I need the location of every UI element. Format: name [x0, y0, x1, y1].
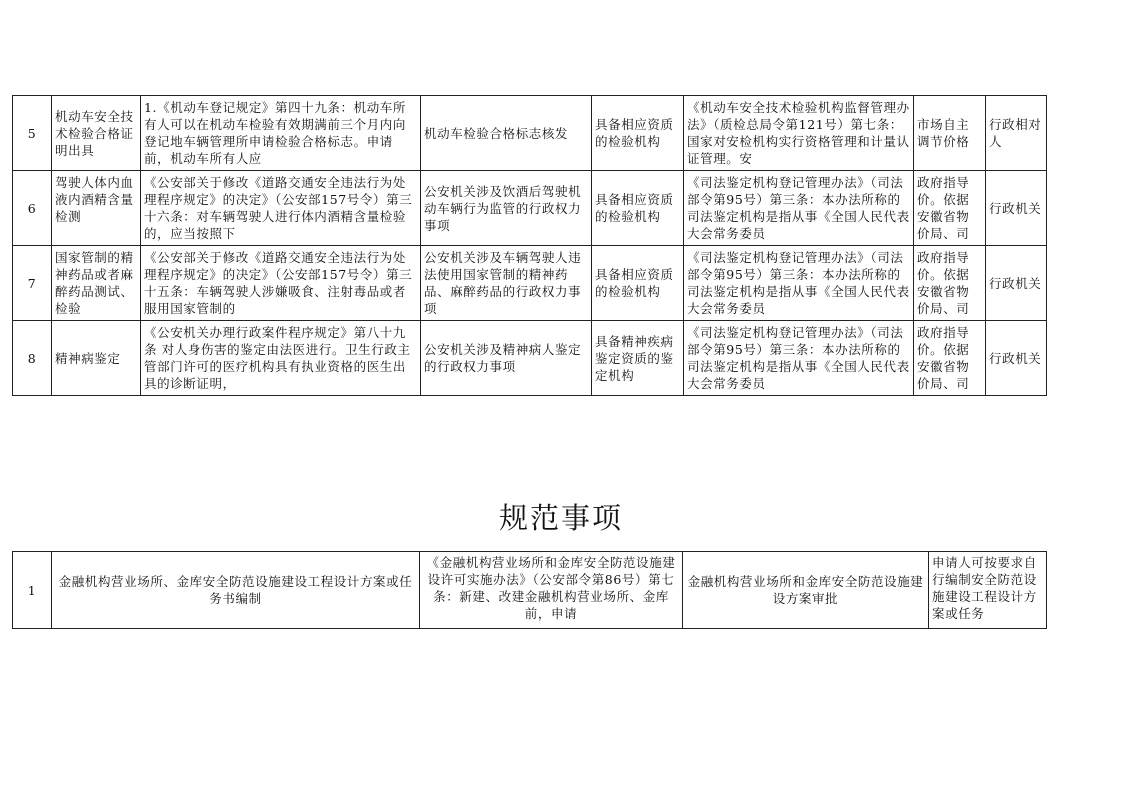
related-matter: 公安机关涉及饮酒后驾驶机动车辆行为监管的行政权力事项: [421, 171, 592, 246]
regulation-basis: 《司法鉴定机构登记管理办法》（司法部令第95号）第三条：本办法所称的司法鉴定机构是指从事《全国人民代表大会常务委员: [684, 321, 914, 396]
related-matter: 公安机关涉及精神病人鉴定的行政权力事项: [421, 321, 592, 396]
table-row: [13, 96, 1047, 171]
legal-basis: 1.《机动车登记规定》第四十九条：机动车所有人可以在机动车检验有效期满前三个月内向登记地车辆管理所申请检验合格标志。申请前，机动车所有人应: [141, 96, 421, 171]
row-number: 5: [13, 96, 52, 171]
related-matter: 公安机关涉及车辆驾驶人违法使用国家管制的精神药品、麻醉药品的行政权力事项: [421, 246, 592, 321]
provider-condition: 具备相应资质的检验机构: [592, 171, 684, 246]
item-name: 金融机构营业场所、金库安全防范设施建设工程设计方案或任务书编制: [52, 552, 420, 629]
provider-condition: 具备精神疾病鉴定资质的鉴定机构: [592, 321, 684, 396]
standard-items-table: [12, 551, 1047, 629]
provider-condition: 具备相应资质的检验机构: [592, 96, 684, 171]
provider-condition: 具备相应资质的检验机构: [592, 246, 684, 321]
row-number: 8: [13, 321, 52, 396]
item-name: 国家管制的精神药品或者麻醉药品测试、检验: [52, 246, 141, 321]
item-note: 申请人可按要求自行编制安全防范设施建设工程设计方案或任务: [929, 552, 1047, 629]
fee-payer: 行政机关: [986, 246, 1047, 321]
fee-payer: 行政机关: [986, 321, 1047, 396]
regulation-basis: 《机动车安全技术检验机构监督管理办法》（质检总局令第121号）第七条：国家对安检机构实行资格管理和计量认证管理。安: [684, 96, 914, 171]
table-row: [13, 246, 1047, 321]
table-row: [13, 171, 1047, 246]
row-number: 7: [13, 246, 52, 321]
fee-payer: 行政机关: [986, 171, 1047, 246]
items-table: [12, 95, 1047, 396]
pricing-method: 政府指导价。依据安徽省物价局、司: [914, 171, 986, 246]
row-number: 1: [13, 552, 52, 629]
regulation-basis: 《司法鉴定机构登记管理办法》（司法部令第95号）第三条：本办法所称的司法鉴定机构是指从事《全国人民代表大会常务委员: [684, 246, 914, 321]
table-row: [13, 552, 1047, 629]
section-title: 规范事项: [498, 501, 623, 535]
pricing-method: 政府指导价。依据安徽省物价局、司: [914, 246, 986, 321]
related-matter: 金融机构营业场所和金库安全防范设施建设方案审批: [683, 552, 929, 629]
fee-payer: 行政相对人: [986, 96, 1047, 171]
table-row: [13, 321, 1047, 396]
legal-basis: 《公安部关于修改《道路交通安全违法行为处理程序规定》的决定》（公安部157号令）第三十六条：对车辆驾驶人进行体内酒精含量检验的，应当按照下: [141, 171, 421, 246]
regulation-basis: 《司法鉴定机构登记管理办法》（司法部令第95号）第三条：本办法所称的司法鉴定机构是指从事《全国人民代表大会常务委员: [684, 171, 914, 246]
legal-basis: 《公安部关于修改《道路交通安全违法行为处理程序规定》的决定》（公安部157号令）第三十五条：车辆驾驶人涉嫌吸食、注射毒品或者服用国家管制的: [141, 246, 421, 321]
legal-basis: 《公安机关办理行政案件程序规定》第八十九条 对人身伤害的鉴定由法医进行。卫生行政主管部门许可的医疗机构具有执业资格的医生出具的诊断证明，: [141, 321, 421, 396]
pricing-method: 市场自主调节价格: [914, 96, 986, 171]
item-name: 驾驶人体内血液内酒精含量检测: [52, 171, 141, 246]
legal-basis: 《金融机构营业场所和金库安全防范设施建设许可实施办法》（公安部令第86号）第七条：新建、改建金融机构营业场所、金库前，申请: [420, 552, 683, 629]
row-number: 6: [13, 171, 52, 246]
item-name: 机动车安全技术检验合格证明出具: [52, 96, 141, 171]
pricing-method: 政府指导价。依据安徽省物价局、司: [914, 321, 986, 396]
item-name: 精神病鉴定: [52, 321, 141, 396]
related-matter: 机动车检验合格标志核发: [421, 96, 592, 171]
